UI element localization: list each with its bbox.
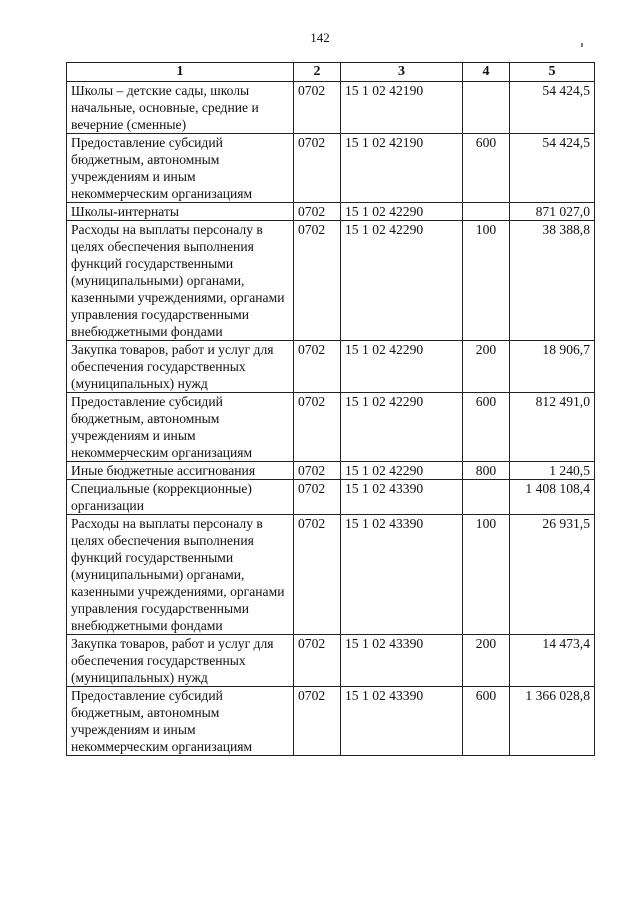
row-amount-cell: 871 027,0	[510, 203, 595, 221]
row-name-cell: Расходы на выплаты персоналу в целях обеспечения выполнения функций государственными (муниципальными) органами, казенными учреждениями, органами управления государственными внебюджетными фондами	[67, 221, 294, 341]
row-section-cell: 0702	[294, 480, 341, 515]
header-cell: 3	[341, 63, 463, 82]
row-name-cell: Предоставление субсидий бюджетным, автономным учреждениям и иным некоммерческим организациям	[67, 134, 294, 203]
row-amount-cell: 812 491,0	[510, 393, 595, 462]
row-name-cell: Закупка товаров, работ и услуг для обеспечения государственных (муниципальных) нужд	[67, 635, 294, 687]
row-section-cell: 0702	[294, 515, 341, 635]
row-name-cell: Расходы на выплаты персоналу в целях обеспечения выполнения функций государственными (муниципальными) органами, казенными учреждениями, органами управления государственными внебюджетными фондами	[67, 515, 294, 635]
header-cell: 2	[294, 63, 341, 82]
header-cell: 5	[510, 63, 595, 82]
header-row	[67, 63, 595, 82]
row-type-cell: 100	[463, 221, 510, 341]
row-name-cell: Предоставление субсидий бюджетным, автономным учреждениям и иным некоммерческим организациям	[67, 393, 294, 462]
row-target-cell: 15 1 02 42290	[341, 393, 463, 462]
row-type-cell	[463, 480, 510, 515]
row-amount-cell: 18 906,7	[510, 341, 595, 393]
row-name-cell: Специальные (коррекционные) организации	[67, 480, 294, 515]
row-name-cell: Школы-интернаты	[67, 203, 294, 221]
row-type-cell: 200	[463, 341, 510, 393]
row-target-cell: 15 1 02 43390	[341, 515, 463, 635]
row-section-cell: 0702	[294, 203, 341, 221]
row-name-cell: Школы – детские сады, школы начальные, основные, средние и вечерние (сменные)	[67, 82, 294, 134]
row-section-cell: 0702	[294, 462, 341, 480]
scan-mark	[581, 43, 583, 47]
row-section-cell: 0702	[294, 221, 341, 341]
row-type-cell	[463, 82, 510, 134]
row-target-cell: 15 1 02 42290	[341, 221, 463, 341]
table-row	[67, 515, 595, 635]
table-row	[67, 687, 595, 756]
row-target-cell: 15 1 02 43390	[341, 635, 463, 687]
row-target-cell: 15 1 02 42190	[341, 82, 463, 134]
row-amount-cell: 26 931,5	[510, 515, 595, 635]
row-amount-cell: 54 424,5	[510, 134, 595, 203]
row-type-cell: 100	[463, 515, 510, 635]
row-amount-cell: 1 366 028,8	[510, 687, 595, 756]
row-name-cell: Иные бюджетные ассигнования	[67, 462, 294, 480]
row-type-cell: 600	[463, 134, 510, 203]
row-type-cell	[463, 203, 510, 221]
row-target-cell: 15 1 02 42290	[341, 203, 463, 221]
row-type-cell: 800	[463, 462, 510, 480]
header-cell: 4	[463, 63, 510, 82]
row-section-cell: 0702	[294, 635, 341, 687]
page-number: 142	[310, 30, 330, 45]
table-row	[67, 82, 595, 134]
table-row	[67, 462, 595, 480]
row-name-cell: Предоставление субсидий бюджетным, автономным учреждениям и иным некоммерческим организациям	[67, 687, 294, 756]
row-type-cell: 200	[463, 635, 510, 687]
table-row	[67, 341, 595, 393]
row-type-cell: 600	[463, 393, 510, 462]
table-row	[67, 203, 595, 221]
row-amount-cell: 1 240,5	[510, 462, 595, 480]
row-name-cell: Закупка товаров, работ и услуг для обеспечения государственных (муниципальных) нужд	[67, 341, 294, 393]
table-row	[67, 134, 595, 203]
row-target-cell: 15 1 02 43390	[341, 480, 463, 515]
row-amount-cell: 54 424,5	[510, 82, 595, 134]
row-target-cell: 15 1 02 42290	[341, 462, 463, 480]
table-row	[67, 221, 595, 341]
row-target-cell: 15 1 02 43390	[341, 687, 463, 756]
row-section-cell: 0702	[294, 687, 341, 756]
table-row	[67, 480, 595, 515]
table-row	[67, 393, 595, 462]
row-target-cell: 15 1 02 42190	[341, 134, 463, 203]
row-amount-cell: 1 408 108,4	[510, 480, 595, 515]
row-section-cell: 0702	[294, 82, 341, 134]
row-section-cell: 0702	[294, 134, 341, 203]
row-section-cell: 0702	[294, 393, 341, 462]
row-amount-cell: 14 473,4	[510, 635, 595, 687]
header-cell: 1	[67, 63, 294, 82]
table-row	[67, 635, 595, 687]
row-target-cell: 15 1 02 42290	[341, 341, 463, 393]
budget-table	[66, 62, 595, 756]
row-amount-cell: 38 388,8	[510, 221, 595, 341]
row-section-cell: 0702	[294, 341, 341, 393]
row-type-cell: 600	[463, 687, 510, 756]
